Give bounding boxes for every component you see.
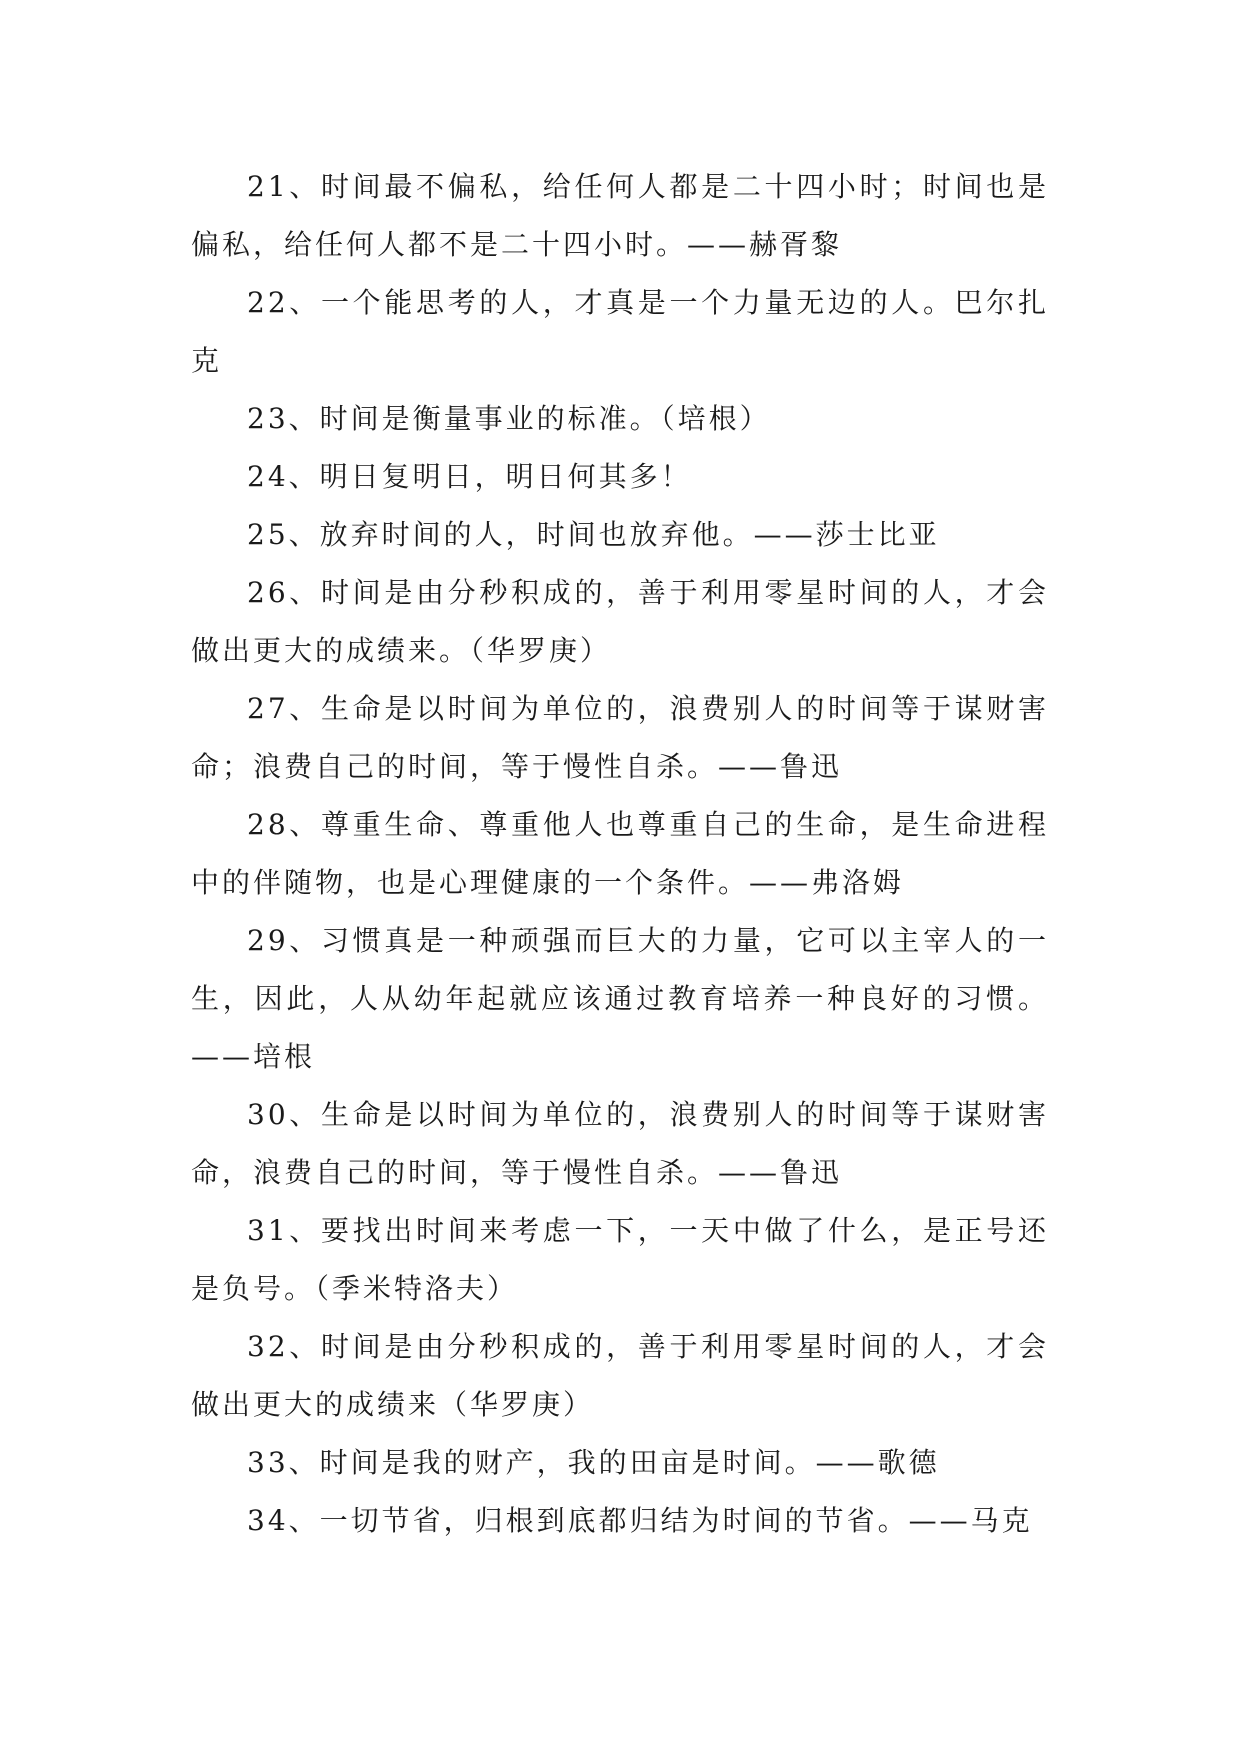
quote-paragraph: 27、生命是以时间为单位的，浪费别人的时间等于谋财害命；浪费自己的时间，等于慢性自杀。——鲁迅	[191, 692, 1049, 783]
quote-paragraph: 23、时间是衡量事业的标准。（培根）	[247, 402, 771, 435]
quote-paragraph: 24、明日复明日，明日何其多！	[247, 460, 692, 493]
quote-paragraph: 33、时间是我的财产，我的田亩是时间。——歌德	[247, 1446, 940, 1479]
quote-paragraph: 34、一切节省，归根到底都归结为时间的节省。——马克	[247, 1504, 1033, 1537]
quote-paragraph: 29、习惯真是一种顽强而巨大的力量，它可以主宰人的一生，因此，人从幼年起就应该通过教育培养一种良好的习惯。——培根	[191, 924, 1049, 1073]
quote-paragraph: 25、放弃时间的人，时间也放弃他。——莎士比亚	[247, 518, 940, 551]
quote-paragraph: 21、时间最不偏私，给任何人都是二十四小时；时间也是偏私，给任何人都不是二十四小时。——赫胥黎	[191, 170, 1049, 261]
quote-paragraph: 26、时间是由分秒积成的，善于利用零星时间的人，才会做出更大的成绩来。（华罗庚）	[191, 576, 1049, 667]
quote-paragraph: 31、要找出时间来考虑一下，一天中做了什么，是正号还是负号。（季米特洛夫）	[191, 1214, 1049, 1305]
quote-paragraph: 32、时间是由分秒积成的，善于利用零星时间的人，才会做出更大的成绩来（华罗庚）	[191, 1330, 1049, 1421]
quote-list	[191, 158, 1049, 1550]
quote-paragraph: 28、尊重生命、尊重他人也尊重自己的生命，是生命进程中的伴随物，也是心理健康的一个条件。——弗洛姆	[191, 808, 1049, 899]
quote-paragraph: 30、生命是以时间为单位的，浪费别人的时间等于谋财害命，浪费自己的时间，等于慢性自杀。——鲁迅	[191, 1098, 1049, 1189]
quote-paragraph: 22、一个能思考的人，才真是一个力量无边的人。巴尔扎克	[191, 286, 1049, 377]
